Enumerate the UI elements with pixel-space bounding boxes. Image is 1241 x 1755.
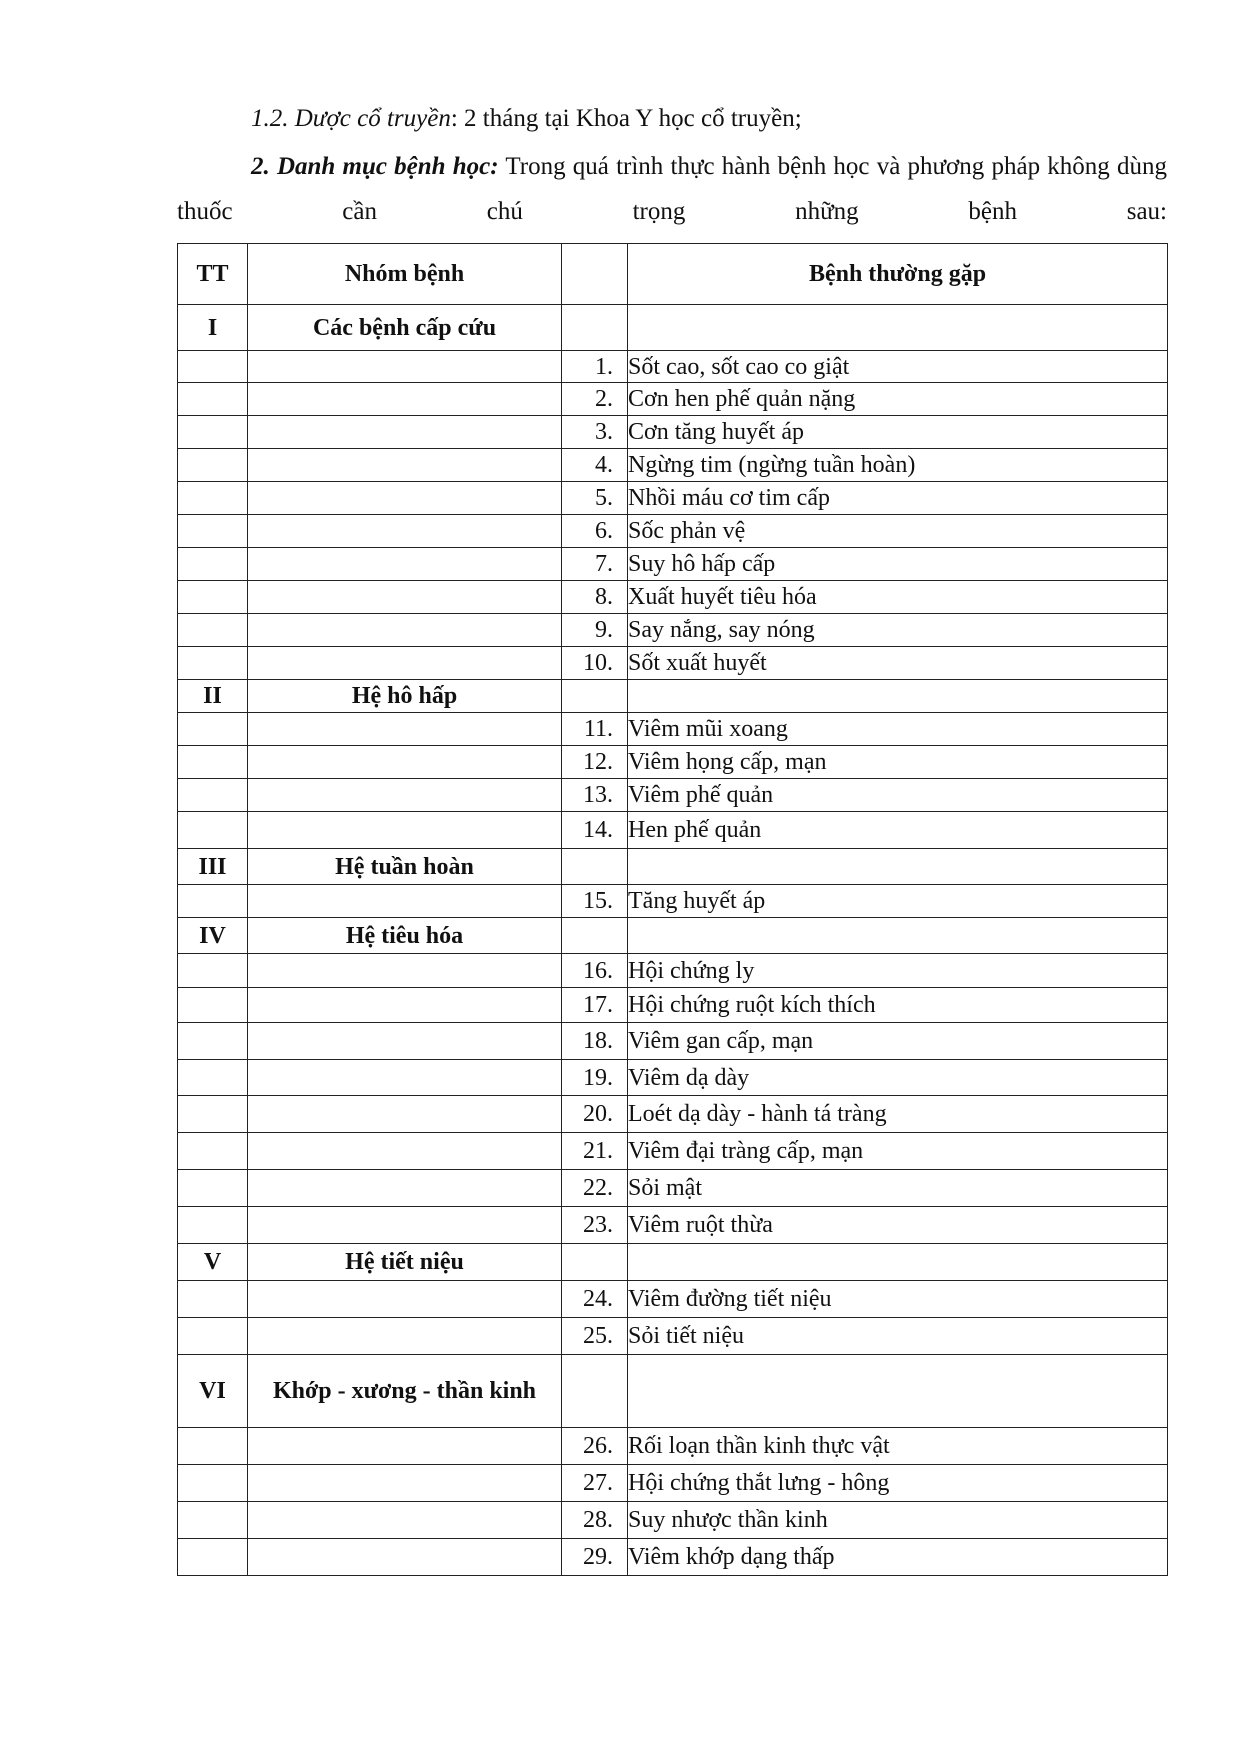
table-row: [178, 988, 1168, 1023]
table-row: [178, 1465, 1168, 1502]
row-group-cell: Hệ tiêu hóa: [248, 918, 562, 954]
row-group-cell: [248, 1428, 562, 1465]
row-number-cell: 3.: [562, 416, 628, 449]
row-tt-cell: [178, 713, 248, 746]
row-tt-cell: [178, 1539, 248, 1576]
row-tt-cell: [178, 515, 248, 548]
row-group-cell: [248, 1133, 562, 1170]
section-text-1-2: : 2 tháng tại Khoa Y học cổ truyền;: [450, 105, 802, 132]
row-number-cell: 14.: [562, 812, 628, 849]
row-tt-cell: [178, 779, 248, 812]
row-tt-cell: [178, 1281, 248, 1318]
table-row: [178, 1023, 1168, 1060]
row-disease-cell: Viêm phế quản: [628, 779, 1168, 812]
table-row: [178, 713, 1168, 746]
row-disease-cell: Viêm đường tiết niệu: [628, 1281, 1168, 1318]
row-group-cell: [248, 1502, 562, 1539]
table-row: [178, 482, 1168, 515]
row-group-cell: Các bệnh cấp cứu: [248, 305, 562, 351]
table-row: [178, 954, 1168, 988]
row-disease-cell: Sốc phản vệ: [628, 515, 1168, 548]
row-tt-cell: [178, 885, 248, 918]
row-number-cell: 21.: [562, 1133, 628, 1170]
row-tt-cell: V: [178, 1244, 248, 1281]
section-label-2: 2. Danh mục bệnh học:: [251, 153, 499, 180]
row-disease-cell: Tăng huyết áp: [628, 885, 1168, 918]
row-group-cell: [248, 1318, 562, 1355]
table-row: [178, 1060, 1168, 1096]
row-group-cell: [248, 548, 562, 581]
table-header-row: [178, 244, 1168, 305]
row-number-cell: [562, 680, 628, 713]
row-group-cell: [248, 1539, 562, 1576]
row-disease-cell: Suy hô hấp cấp: [628, 548, 1168, 581]
row-tt-cell: VI: [178, 1355, 248, 1428]
row-disease-cell: [628, 680, 1168, 713]
row-disease-cell: [628, 1355, 1168, 1428]
row-disease-cell: Rối loạn thần kinh thực vật: [628, 1428, 1168, 1465]
row-disease-cell: [628, 918, 1168, 954]
row-disease-cell: Say nắng, say nóng: [628, 614, 1168, 647]
row-group-cell: Hệ tiết niệu: [248, 1244, 562, 1281]
row-disease-cell: Viêm họng cấp, mạn: [628, 746, 1168, 779]
row-number-cell: 11.: [562, 713, 628, 746]
row-number-cell: 6.: [562, 515, 628, 548]
table-row: [178, 416, 1168, 449]
row-group-cell: Khớp - xương - thần kinh: [248, 1355, 562, 1428]
row-group-cell: [248, 1060, 562, 1096]
row-tt-cell: [178, 1318, 248, 1355]
row-tt-cell: [178, 647, 248, 680]
row-disease-cell: Hội chứng ly: [628, 954, 1168, 988]
row-number-cell: [562, 1244, 628, 1281]
row-group-cell: [248, 449, 562, 482]
row-disease-cell: [628, 305, 1168, 351]
row-group-cell: [248, 954, 562, 988]
row-disease-cell: Hội chứng ruột kích thích: [628, 988, 1168, 1023]
disease-table-body: [178, 244, 1168, 1576]
row-disease-cell: Suy nhược thần kinh: [628, 1502, 1168, 1539]
row-disease-cell: Sốt cao, sốt cao co giật: [628, 351, 1168, 383]
table-row: [178, 1096, 1168, 1133]
row-number-cell: 15.: [562, 885, 628, 918]
row-tt-cell: [178, 812, 248, 849]
row-disease-cell: Sỏi mật: [628, 1170, 1168, 1207]
table-row: [178, 1281, 1168, 1318]
table-row: [178, 1170, 1168, 1207]
row-group-cell: [248, 1281, 562, 1318]
row-number-cell: 26.: [562, 1428, 628, 1465]
row-group-cell: [248, 416, 562, 449]
row-tt-cell: [178, 383, 248, 416]
table-row: [178, 1207, 1168, 1244]
row-group-cell: [248, 515, 562, 548]
row-tt-cell: [178, 1133, 248, 1170]
row-number-cell: 8.: [562, 581, 628, 614]
row-disease-cell: Viêm dạ dày: [628, 1060, 1168, 1096]
table-row: [178, 383, 1168, 416]
row-number-cell: 24.: [562, 1281, 628, 1318]
table-row: [178, 581, 1168, 614]
table-row: [178, 1133, 1168, 1170]
row-number-cell: [562, 918, 628, 954]
row-tt-cell: [178, 581, 248, 614]
row-disease-cell: [628, 849, 1168, 885]
row-number-cell: 22.: [562, 1170, 628, 1207]
row-tt-cell: [178, 1060, 248, 1096]
section-text-2: Trong quá trình thực hành bệnh học và phương pháp không dùng thuốc cần chú trọng những bệnh sau:: [177, 153, 1167, 225]
row-disease-cell: Loét dạ dày - hành tá tràng: [628, 1096, 1168, 1133]
row-group-cell: [248, 746, 562, 779]
table-row: [178, 1318, 1168, 1355]
row-disease-cell: Viêm ruột thừa: [628, 1207, 1168, 1244]
row-tt-cell: [178, 449, 248, 482]
row-tt-cell: [178, 482, 248, 515]
row-tt-cell: [178, 954, 248, 988]
header-tt: TT: [178, 244, 248, 305]
row-group-cell: [248, 1023, 562, 1060]
row-tt-cell: II: [178, 680, 248, 713]
row-group-cell: [248, 779, 562, 812]
table-row: [178, 1539, 1168, 1576]
table-row: [178, 885, 1168, 918]
row-number-cell: 13.: [562, 779, 628, 812]
row-number-cell: 9.: [562, 614, 628, 647]
table-row: [178, 548, 1168, 581]
row-disease-cell: Sỏi tiết niệu: [628, 1318, 1168, 1355]
row-tt-cell: [178, 548, 248, 581]
row-group-cell: [248, 383, 562, 416]
row-disease-cell: Cơn hen phế quản nặng: [628, 383, 1168, 416]
row-group-cell: [248, 351, 562, 383]
row-number-cell: [562, 849, 628, 885]
row-number-cell: 12.: [562, 746, 628, 779]
row-disease-cell: Viêm khớp dạng thấp: [628, 1539, 1168, 1576]
row-number-cell: [562, 305, 628, 351]
row-disease-cell: Ngừng tim (ngừng tuần hoàn): [628, 449, 1168, 482]
row-tt-cell: [178, 1096, 248, 1133]
row-disease-cell: Xuất huyết tiêu hóa: [628, 581, 1168, 614]
row-group-cell: [248, 482, 562, 515]
row-disease-cell: Viêm đại tràng cấp, mạn: [628, 1133, 1168, 1170]
table-row: [178, 515, 1168, 548]
table-row: [178, 351, 1168, 383]
header-group: Nhóm bệnh: [248, 244, 562, 305]
row-tt-cell: [178, 416, 248, 449]
row-disease-cell: Hen phế quản: [628, 812, 1168, 849]
row-number-cell: 25.: [562, 1318, 628, 1355]
row-disease-cell: Viêm gan cấp, mạn: [628, 1023, 1168, 1060]
row-tt-cell: [178, 1502, 248, 1539]
section-label-1-2: 1.2. Dược cổ truyền: [251, 105, 451, 132]
row-number-cell: 1.: [562, 351, 628, 383]
row-tt-cell: [178, 1465, 248, 1502]
row-group-cell: [248, 647, 562, 680]
row-number-cell: 19.: [562, 1060, 628, 1096]
row-tt-cell: [178, 1207, 248, 1244]
header-disease: Bệnh thường gặp: [628, 244, 1168, 305]
row-disease-cell: Sốt xuất huyết: [628, 647, 1168, 680]
row-number-cell: 28.: [562, 1502, 628, 1539]
table-row: [178, 449, 1168, 482]
row-tt-cell: [178, 1023, 248, 1060]
row-group-cell: [248, 1096, 562, 1133]
row-group-cell: [248, 988, 562, 1023]
row-number-cell: 7.: [562, 548, 628, 581]
table-row: [178, 614, 1168, 647]
row-number-cell: 29.: [562, 1539, 628, 1576]
row-group-cell: [248, 812, 562, 849]
row-number-cell: 23.: [562, 1207, 628, 1244]
row-group-cell: [248, 885, 562, 918]
row-tt-cell: [178, 1428, 248, 1465]
table-row: [178, 1428, 1168, 1465]
intro-line-1: [177, 96, 1167, 141]
row-tt-cell: III: [178, 849, 248, 885]
row-number-cell: 2.: [562, 383, 628, 416]
table-row: [178, 1502, 1168, 1539]
row-group-cell: [248, 1465, 562, 1502]
row-tt-cell: [178, 1170, 248, 1207]
row-group-cell: [248, 713, 562, 746]
table-group-row: [178, 918, 1168, 954]
row-tt-cell: [178, 988, 248, 1023]
row-group-cell: [248, 614, 562, 647]
table-group-row: [178, 1355, 1168, 1428]
table-group-row: [178, 1244, 1168, 1281]
table-row: [178, 779, 1168, 812]
row-disease-cell: Hội chứng thắt lưng - hông: [628, 1465, 1168, 1502]
row-tt-cell: [178, 746, 248, 779]
row-group-cell: [248, 1207, 562, 1244]
row-number-cell: 4.: [562, 449, 628, 482]
row-tt-cell: [178, 351, 248, 383]
row-disease-cell: Nhồi máu cơ tim cấp: [628, 482, 1168, 515]
table-row: [178, 812, 1168, 849]
row-disease-cell: Viêm mũi xoang: [628, 713, 1168, 746]
table-group-row: [178, 849, 1168, 885]
table-group-row: [178, 680, 1168, 713]
row-number-cell: [562, 1355, 628, 1428]
disease-table: [177, 243, 1168, 1576]
table-row: [178, 647, 1168, 680]
row-group-cell: [248, 1170, 562, 1207]
row-tt-cell: IV: [178, 918, 248, 954]
table-group-row: [178, 305, 1168, 351]
row-number-cell: 10.: [562, 647, 628, 680]
row-group-cell: [248, 581, 562, 614]
header-num: [562, 244, 628, 305]
row-tt-cell: I: [178, 305, 248, 351]
row-disease-cell: Cơn tăng huyết áp: [628, 416, 1168, 449]
row-number-cell: 18.: [562, 1023, 628, 1060]
row-tt-cell: [178, 614, 248, 647]
row-group-cell: Hệ tuần hoàn: [248, 849, 562, 885]
row-group-cell: Hệ hô hấp: [248, 680, 562, 713]
row-disease-cell: [628, 1244, 1168, 1281]
row-number-cell: 5.: [562, 482, 628, 515]
row-number-cell: 17.: [562, 988, 628, 1023]
row-number-cell: 16.: [562, 954, 628, 988]
row-number-cell: 27.: [562, 1465, 628, 1502]
table-row: [178, 746, 1168, 779]
row-number-cell: 20.: [562, 1096, 628, 1133]
